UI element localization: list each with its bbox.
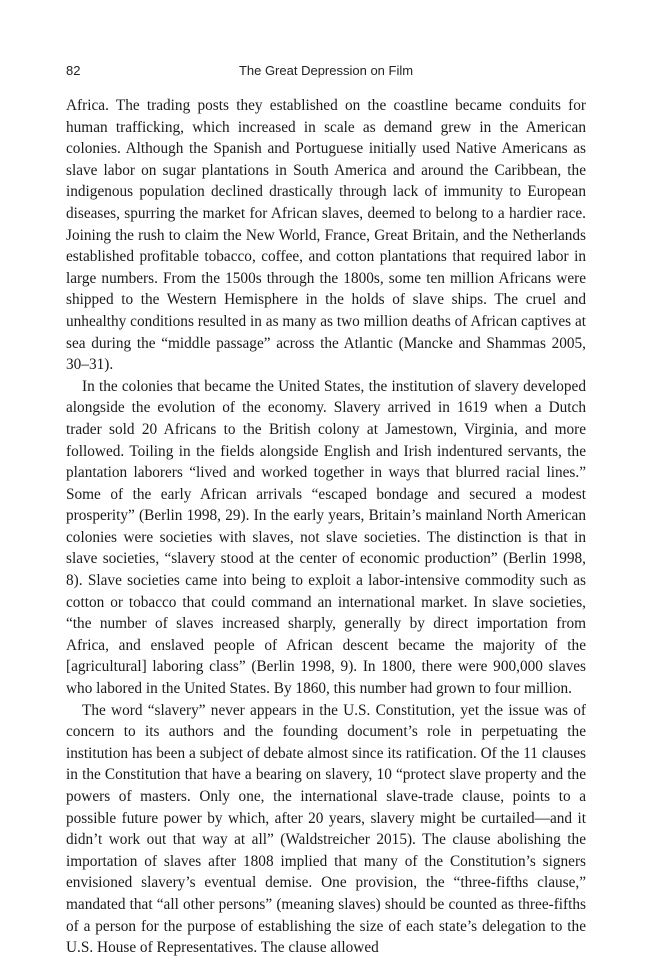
- paragraph-1: Africa. The trading posts they established on the coastline became conduits for human trafficking, which increased in scale as demand grew in the American colonies. Although the Spanish and Portuguese initially used Native Americans as slave labor on sugar plantations in South America and around the Caribbean, the indigenous population declined drastically through lack of immunity to European diseases, spurring the market for African slaves, deemed to belong to a hardier race. Joining the rush to claim the New World, France, Great Britain, and the Netherlands established profitable tobacco, coffee, and cotton plantations that required labor in large numbers. From the 1500s through the 1800s, some ten million Africans were shipped to the Western Hemisphere in the holds of slave ships. The cruel and unhealthy conditions resulted in as many as two million deaths of African captives at sea during the “middle passage” across the Atlantic (Mancke and Shammas 2005, 30–31).: [66, 97, 586, 374]
- body-text: [66, 95, 586, 959]
- running-title: The Great Depression on Film: [238, 63, 414, 78]
- paragraph-2: In the colonies that became the United States, the institution of slavery developed alongside the evolution of the economy. Slavery arrived in 1619 when a Dutch trader sold 20 Africans to the British colony at Jamestown, Virginia, and more followed. Toiling in the fields alongside English and Irish indentured servants, the plantation laborers “lived and worked together in ways that blurred racial lines.” Some of the early African arrivals “escaped bondage and secured a modest prosperity” (Berlin 1998, 29). In the early years, Britain’s mainland North American colonies were societies with slaves, not slave societies. The distinction is that in slave societies, “slavery stood at the center of economic production” (Berlin 1998, 8). Slave societies came into being to exploit a labor-intensive commodity such as cotton or tobacco that could command an international market. In slave societies, “the number of slaves increased sharply, generally by direct importation from Africa, and enslaved people of African descent became the majority of the [agricultural] laboring class” (Berlin 1998, 9). In 1800, there were 900,000 slaves who labored in the United States. By 1860, this number had grown to four million.: [66, 377, 586, 698]
- running-head: [66, 63, 586, 81]
- paragraph-3: The word “slavery” never appears in the U.S. Constitution, yet the issue was of concern to its authors and the founding document’s role in perpetuating the institution has been a subject of debate almost since its ratification. Of the 11 clauses in the Constitution that have a bearing on slavery, 10 “protect slave property and the powers of masters. Only one, the international slave-trade clause, points to a possible future power by which, after 20 years, slavery might be curtailed—and it didn’t work out that way at all” (Waldstreicher 2015). The clause abolishing the importation of slaves after 1808 implied that many of the Constitution’s signers envisioned slavery’s eventual demise. One provision, the “three-fifths clause,” mandated that “all other persons” (meaning slaves) should be counted as three-fifths of a person for the purpose of establishing the size of each state’s delegation to the U.S. House of Representatives. The clause allowed: [66, 701, 586, 957]
- page-number: 82: [66, 63, 81, 78]
